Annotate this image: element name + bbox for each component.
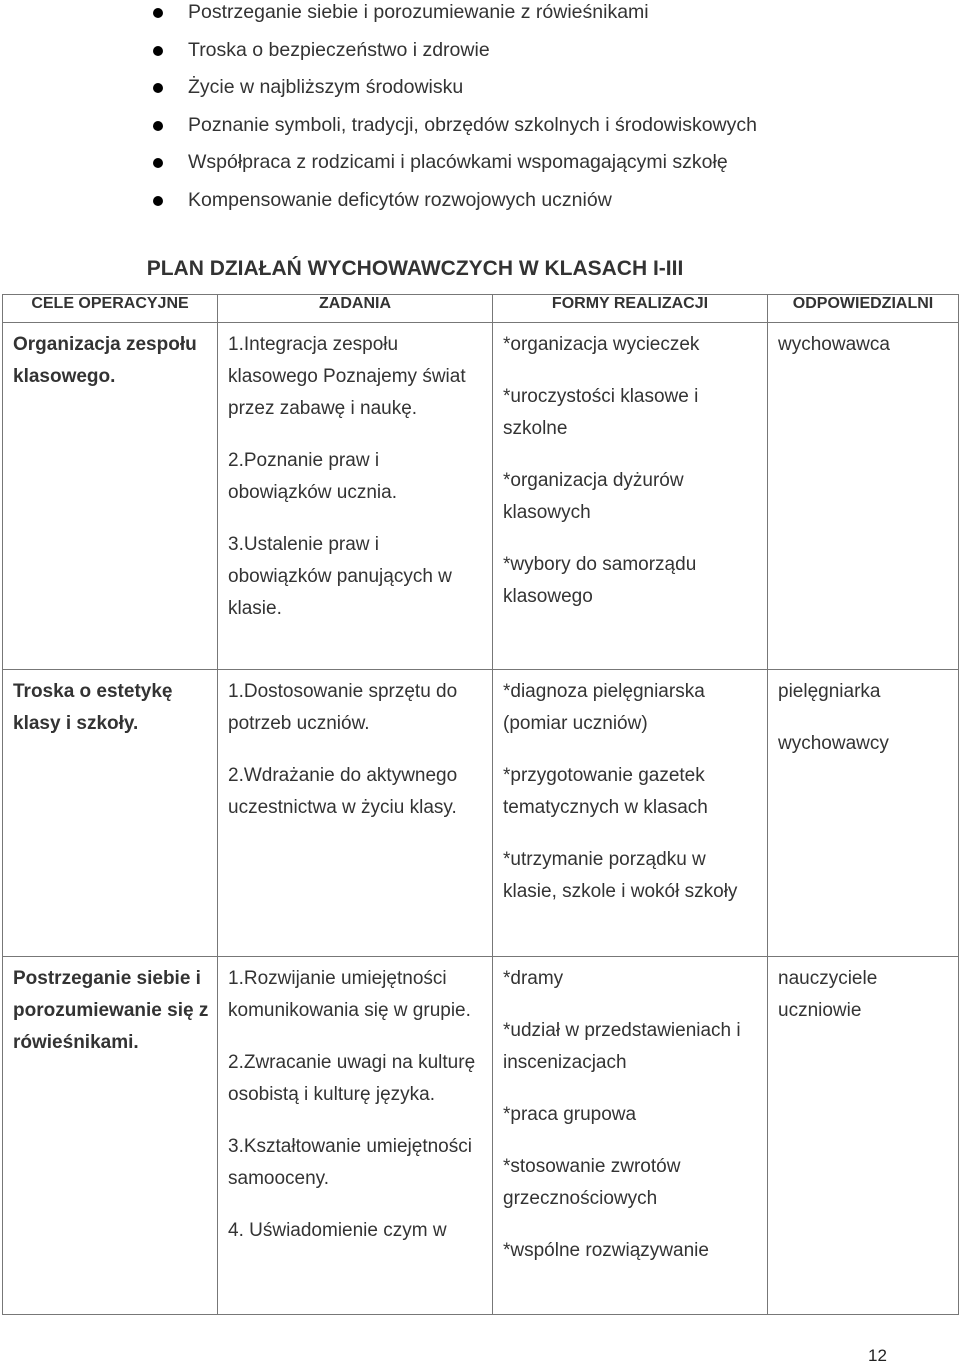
task-item: 2.Wdrażanie do aktywnego uczestnictwa w życiu klasy.: [228, 765, 458, 818]
tasks-cell: [218, 670, 493, 957]
header-goals: CELE OPERACYJNE: [3, 295, 218, 323]
task-item: 1.Rozwijanie umiejętności komunikowania się w grupie.: [228, 968, 471, 1021]
task-item: 2.Zwracanie uwagi na kulturę osobistą i kulturę języka.: [228, 1052, 476, 1105]
bullet-item: [150, 38, 757, 76]
table-row: [3, 957, 959, 1315]
goal-text: Postrzeganie siebie i porozumiewanie się z rówieśnikami.: [13, 968, 209, 1053]
form-item: *utrzymanie porządku w klasie, szkole i wokół szkoły: [503, 849, 738, 902]
responsible-item: nauczyciele uczniowie: [778, 968, 878, 1021]
form-item: *przygotowanie gazetek tematycznych w klasach: [503, 765, 708, 818]
bullet-dot-icon: [153, 83, 163, 93]
form-item: *diagnoza pielęgniarska (pomiar uczniów): [503, 681, 705, 734]
bullet-item: [150, 75, 757, 113]
header-responsible: ODPOWIEDZIALNI: [768, 295, 959, 323]
task-item: 3.Kształtowanie umiejętności samooceny.: [228, 1136, 472, 1189]
goal-text: Troska o estetykę klasy i szkoły.: [13, 681, 173, 734]
table-row: [3, 670, 959, 957]
goal-cell: [3, 323, 218, 670]
bullet-list: [150, 0, 757, 225]
form-item: *organizacja wycieczek: [503, 334, 700, 355]
bullet-item: [150, 188, 757, 226]
plan-table: [2, 294, 959, 1315]
table-row: [3, 323, 959, 670]
bullet-dot-icon: [153, 46, 163, 56]
bullet-dot-icon: [153, 196, 163, 206]
responsible-item: wychowawcy: [778, 733, 889, 754]
responsible-cell: [768, 323, 959, 670]
goal-cell: [3, 957, 218, 1315]
form-item: *uroczystości klasowe i szkolne: [503, 386, 699, 439]
bullet-dot-icon: [153, 8, 163, 18]
header-forms: FORMY REALIZACJI: [493, 295, 768, 323]
page-title: PLAN DZIAŁAŃ WYCHOWAWCZYCH W KLASACH I-III: [146, 257, 684, 280]
task-item: 2.Poznanie praw i obowiązków ucznia.: [228, 450, 397, 503]
form-item: *wspólne rozwiązywanie: [503, 1240, 709, 1261]
task-item: 1.Dostosowanie sprzętu do potrzeb uczniów.: [228, 681, 458, 734]
table-header-row: [3, 295, 959, 323]
responsible-item: pielęgniarka: [778, 681, 881, 702]
task-item: 4. Uświadomienie czym w: [228, 1220, 447, 1241]
bullet-text: Postrzeganie siebie i porozumiewanie z rówieśnikami: [188, 1, 649, 23]
form-item: *organizacja dyżurów klasowych: [503, 470, 684, 523]
responsible-item: wychowawca: [778, 334, 890, 355]
bullet-item: [150, 113, 757, 151]
forms-cell: [493, 323, 768, 670]
form-item: *stosowanie zwrotów grzecznościowych: [503, 1156, 681, 1209]
responsible-cell: [768, 670, 959, 957]
page-number: 12: [868, 1346, 887, 1365]
tasks-cell: [218, 957, 493, 1315]
bullet-item: [150, 150, 757, 188]
tasks-cell: [218, 323, 493, 670]
goal-cell: [3, 670, 218, 957]
forms-cell: [493, 957, 768, 1315]
form-item: *dramy: [503, 968, 564, 989]
form-item: *wybory do samorządu klasowego: [503, 554, 697, 607]
form-item: *praca grupowa: [503, 1104, 637, 1125]
bullet-item: [150, 0, 757, 38]
bullet-text: Kompensowanie deficytów rozwojowych uczniów: [188, 188, 612, 211]
task-item: 1.Integracja zespołu klasowego Poznajemy świat przez zabawę i naukę.: [228, 334, 466, 419]
forms-cell: [493, 670, 768, 957]
bullet-text: Troska o bezpieczeństwo i zdrowie: [188, 38, 490, 61]
header-tasks: ZADANIA: [218, 295, 493, 323]
bullet-dot-icon: [153, 121, 163, 131]
bullet-dot-icon: [153, 158, 163, 168]
bullet-text: Życie w najbliższym środowisku: [188, 76, 464, 98]
form-item: *udział w przedstawieniach i inscenizacjach: [503, 1020, 741, 1073]
bullet-text: Poznanie symboli, tradycji, obrzędów szkolnych i środowiskowych: [188, 113, 757, 136]
bullet-text: Współpraca z rodzicami i placówkami wspomagającymi szkołę: [188, 151, 728, 173]
task-item: 3.Ustalenie praw i obowiązków panujących w klasie.: [228, 534, 452, 619]
goal-text: Organizacja zespołu klasowego.: [13, 334, 197, 387]
responsible-cell: [768, 957, 959, 1315]
